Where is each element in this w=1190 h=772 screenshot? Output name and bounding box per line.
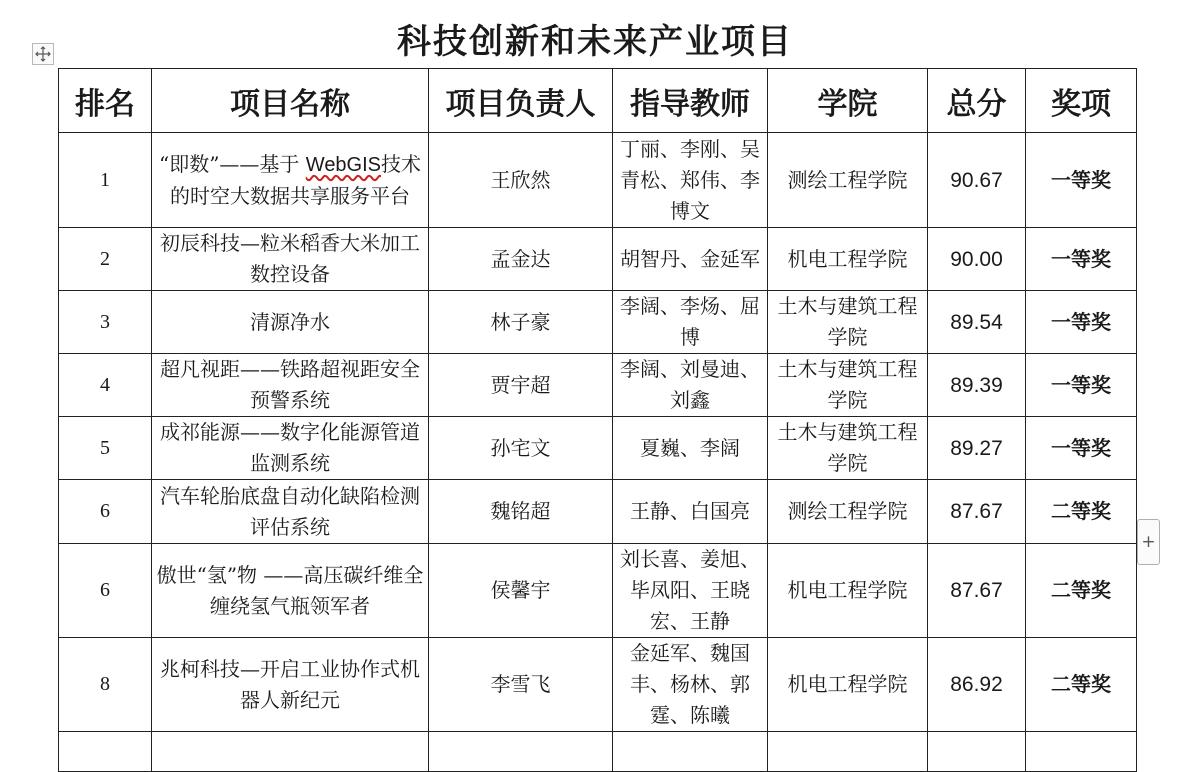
leader-cell: 王欣然 [429,133,613,228]
project-name-part: “即数”——基于 [158,151,306,176]
leader-cell: 魏铭超 [429,480,613,544]
project-name-cell [152,133,429,228]
college-cell: 机电工程学院 [768,544,928,638]
rank-cell: 3 [59,291,152,354]
award-cell: 一等奖 [1026,133,1137,228]
header-row [59,69,1137,133]
score-cell: 87.67 [928,480,1026,544]
spell-flagged-word: WebGIS [305,153,382,176]
table-row [59,480,1137,544]
college-cell: 测绘工程学院 [768,480,928,544]
table-row [59,354,1137,417]
project-name-cell: 清源净水 [152,291,429,354]
score-cell: 89.54 [928,291,1026,354]
header-leader: 项目负责人 [429,69,613,133]
advisors-cell: 金延军、魏国丰、杨林、郭霆、陈曦 [613,638,768,732]
college-cell: 机电工程学院 [768,228,928,291]
college-cell: 机电工程学院 [768,638,928,732]
table-row [59,638,1137,732]
advisors-cell: 李阔、李炀、屈博 [613,291,768,354]
leader-cell: 侯馨宇 [429,544,613,638]
score-cell: 87.67 [928,544,1026,638]
score-cell: 90.00 [928,228,1026,291]
project-name-cell: 兆柯科技—开启工业协作式机器人新纪元 [152,638,429,732]
score-cell: 86.92 [928,638,1026,732]
header-advisors: 指导教师 [613,69,768,133]
project-name-cell: 成祁能源——数字化能源管道监测系统 [152,417,429,480]
award-cell: 二等奖 [1026,544,1137,638]
score-cell: 89.27 [928,417,1026,480]
header-college: 学院 [768,69,928,133]
plus-icon: + [1141,532,1156,552]
awards-table [58,68,1137,772]
advisors-cell: 夏巍、李阔 [613,417,768,480]
leader-cell: 孟金达 [429,228,613,291]
add-column-button[interactable] [1137,519,1160,565]
project-name-cell: 超凡视距——铁路超视距安全预警系统 [152,354,429,417]
advisors-cell: 胡智丹、金延军 [613,228,768,291]
rank-cell: 8 [59,638,152,732]
rank-cell: 5 [59,417,152,480]
leader-cell: 李雪飞 [429,638,613,732]
table-row [59,228,1137,291]
award-cell: 二等奖 [1026,480,1137,544]
table-row [59,417,1137,480]
header-award: 奖项 [1026,69,1137,133]
table-row-partial [59,732,1137,772]
score-cell: 89.39 [928,354,1026,417]
award-cell: 一等奖 [1026,354,1137,417]
rank-cell: 2 [59,228,152,291]
header-rank: 排名 [59,69,152,133]
document-title: 科技创新和未来产业项目 [397,22,793,62]
table-row [59,133,1137,228]
table-move-handle[interactable] [32,43,54,65]
header-score: 总分 [928,69,1026,133]
college-cell: 土木与建筑工程学院 [768,291,928,354]
project-name-cell: 傲世“氢”物 ——高压碳纤维全缠绕氢气瓶领军者 [152,544,429,638]
advisors-cell: 王静、白国亮 [613,480,768,544]
advisors-cell: 刘长喜、姜旭、毕凤阳、王晓宏、王静 [613,544,768,638]
score-cell: 90.67 [928,133,1026,228]
project-name-cell: 汽车轮胎底盘自动化缺陷检测评估系统 [152,480,429,544]
leader-cell: 孙宅文 [429,417,613,480]
award-cell: 一等奖 [1026,291,1137,354]
advisors-cell: 李阔、刘曼迪、刘鑫 [613,354,768,417]
award-cell: 一等奖 [1026,417,1137,480]
award-cell: 二等奖 [1026,638,1137,732]
move-arrows-icon [35,46,51,62]
college-cell: 土木与建筑工程学院 [768,354,928,417]
advisors-cell: 丁丽、李刚、吴青松、郑伟、李博文 [613,133,768,228]
award-cell: 一等奖 [1026,228,1137,291]
college-cell: 土木与建筑工程学院 [768,417,928,480]
rank-cell: 6 [59,544,152,638]
rank-cell: 4 [59,354,152,417]
table-row [59,544,1137,638]
leader-cell: 林子豪 [429,291,613,354]
project-name-part: 技术的时空大数据共享服务平台 [170,151,422,208]
project-name-cell: 初辰科技—粒米稻香大米加工数控设备 [152,228,429,291]
table-row [59,291,1137,354]
leader-cell: 贾宇超 [429,354,613,417]
rank-cell: 6 [59,480,152,544]
header-project-name: 项目名称 [152,69,429,133]
college-cell: 测绘工程学院 [768,133,928,228]
rank-cell: 1 [59,133,152,228]
